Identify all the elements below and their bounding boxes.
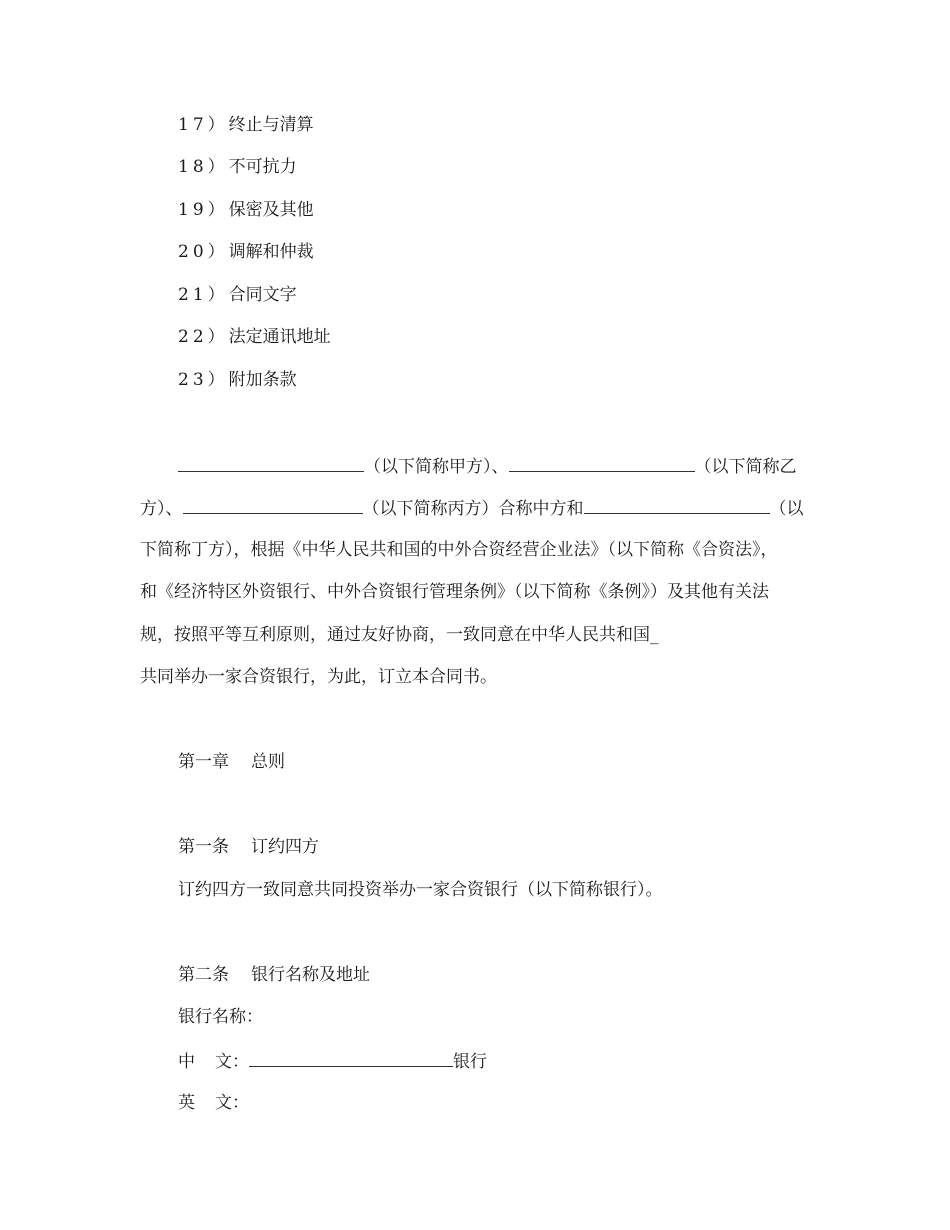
field-label: 文：	[215, 1052, 249, 1072]
article-title	[178, 837, 319, 857]
preamble-text: （以下简称丙方）合称中方和	[362, 499, 584, 519]
preamble-text: 方）、	[140, 499, 183, 519]
preamble-text: （以	[769, 499, 804, 519]
toc-label: 法定通讯地址	[228, 327, 331, 347]
toc-number: 22）	[178, 327, 229, 347]
toc-label: 终止与清算	[228, 115, 314, 135]
toc-item	[178, 327, 331, 347]
field-label: 文：	[215, 1093, 249, 1113]
chapter-number: 第一章	[178, 752, 229, 772]
toc-item	[178, 157, 297, 177]
toc-item	[178, 370, 297, 390]
toc-number: 17）	[178, 115, 229, 135]
field-label: 中	[178, 1052, 195, 1072]
toc-number: 19）	[178, 200, 229, 220]
toc-item	[178, 200, 314, 220]
article-body: 订约四方一致同意共同投资举办一家合资银行（以下简称银行）。	[178, 880, 663, 900]
field-suffix: 银行	[453, 1052, 487, 1072]
chinese-name-blank[interactable]	[249, 1050, 453, 1067]
chapter-name: 总则	[251, 752, 285, 772]
article-name: 银行名称及地址	[251, 965, 370, 985]
toc-label: 保密及其他	[228, 200, 314, 220]
field-label: 英	[178, 1093, 195, 1113]
chinese-name-row	[178, 1050, 487, 1070]
preamble-text: （以下简称甲方）、	[364, 457, 509, 477]
toc-item	[178, 242, 314, 262]
preamble-line-1	[178, 455, 797, 475]
preamble-line-6: 共同举办一家合资银行，为此，订立本合同书。	[140, 667, 497, 687]
toc-item	[178, 285, 297, 305]
party-c-blank[interactable]	[183, 497, 363, 514]
toc-label: 附加条款	[228, 370, 297, 390]
article-name: 订约四方	[251, 837, 319, 857]
bank-name-label: 银行名称：	[178, 1007, 263, 1027]
toc-number: 18）	[178, 157, 229, 177]
party-b-blank[interactable]	[509, 455, 695, 472]
article-number: 第二条	[178, 965, 229, 985]
preamble-line-5: 规，按照平等互利原则，通过友好协商，一致同意在中华人民共和国_	[140, 625, 659, 645]
party-a-blank[interactable]	[178, 455, 364, 472]
party-d-blank[interactable]	[584, 497, 770, 514]
toc-number: 21）	[178, 285, 229, 305]
article-number: 第一条	[178, 837, 229, 857]
toc-item	[178, 115, 314, 135]
preamble-line-3: 下简称丁方），根据《中华人民共和国的中外合资经营企业法》（以下简称《合资法》，	[140, 540, 778, 560]
toc-label: 调解和仲裁	[228, 242, 314, 262]
preamble-line-2	[140, 497, 804, 517]
toc-label: 合同文字	[228, 285, 297, 305]
toc-label: 不可抗力	[228, 157, 297, 177]
preamble-text: （以下简称乙	[694, 457, 797, 477]
english-name-row	[178, 1093, 249, 1113]
preamble-line-4: 和《经济特区外资银行、中外合资银行管理条例》（以下简称《条例》）及其他有关法	[140, 582, 769, 602]
chapter-title	[178, 752, 285, 772]
article-title	[178, 965, 370, 985]
toc-number: 23）	[178, 370, 229, 390]
toc-number: 20）	[178, 242, 229, 262]
